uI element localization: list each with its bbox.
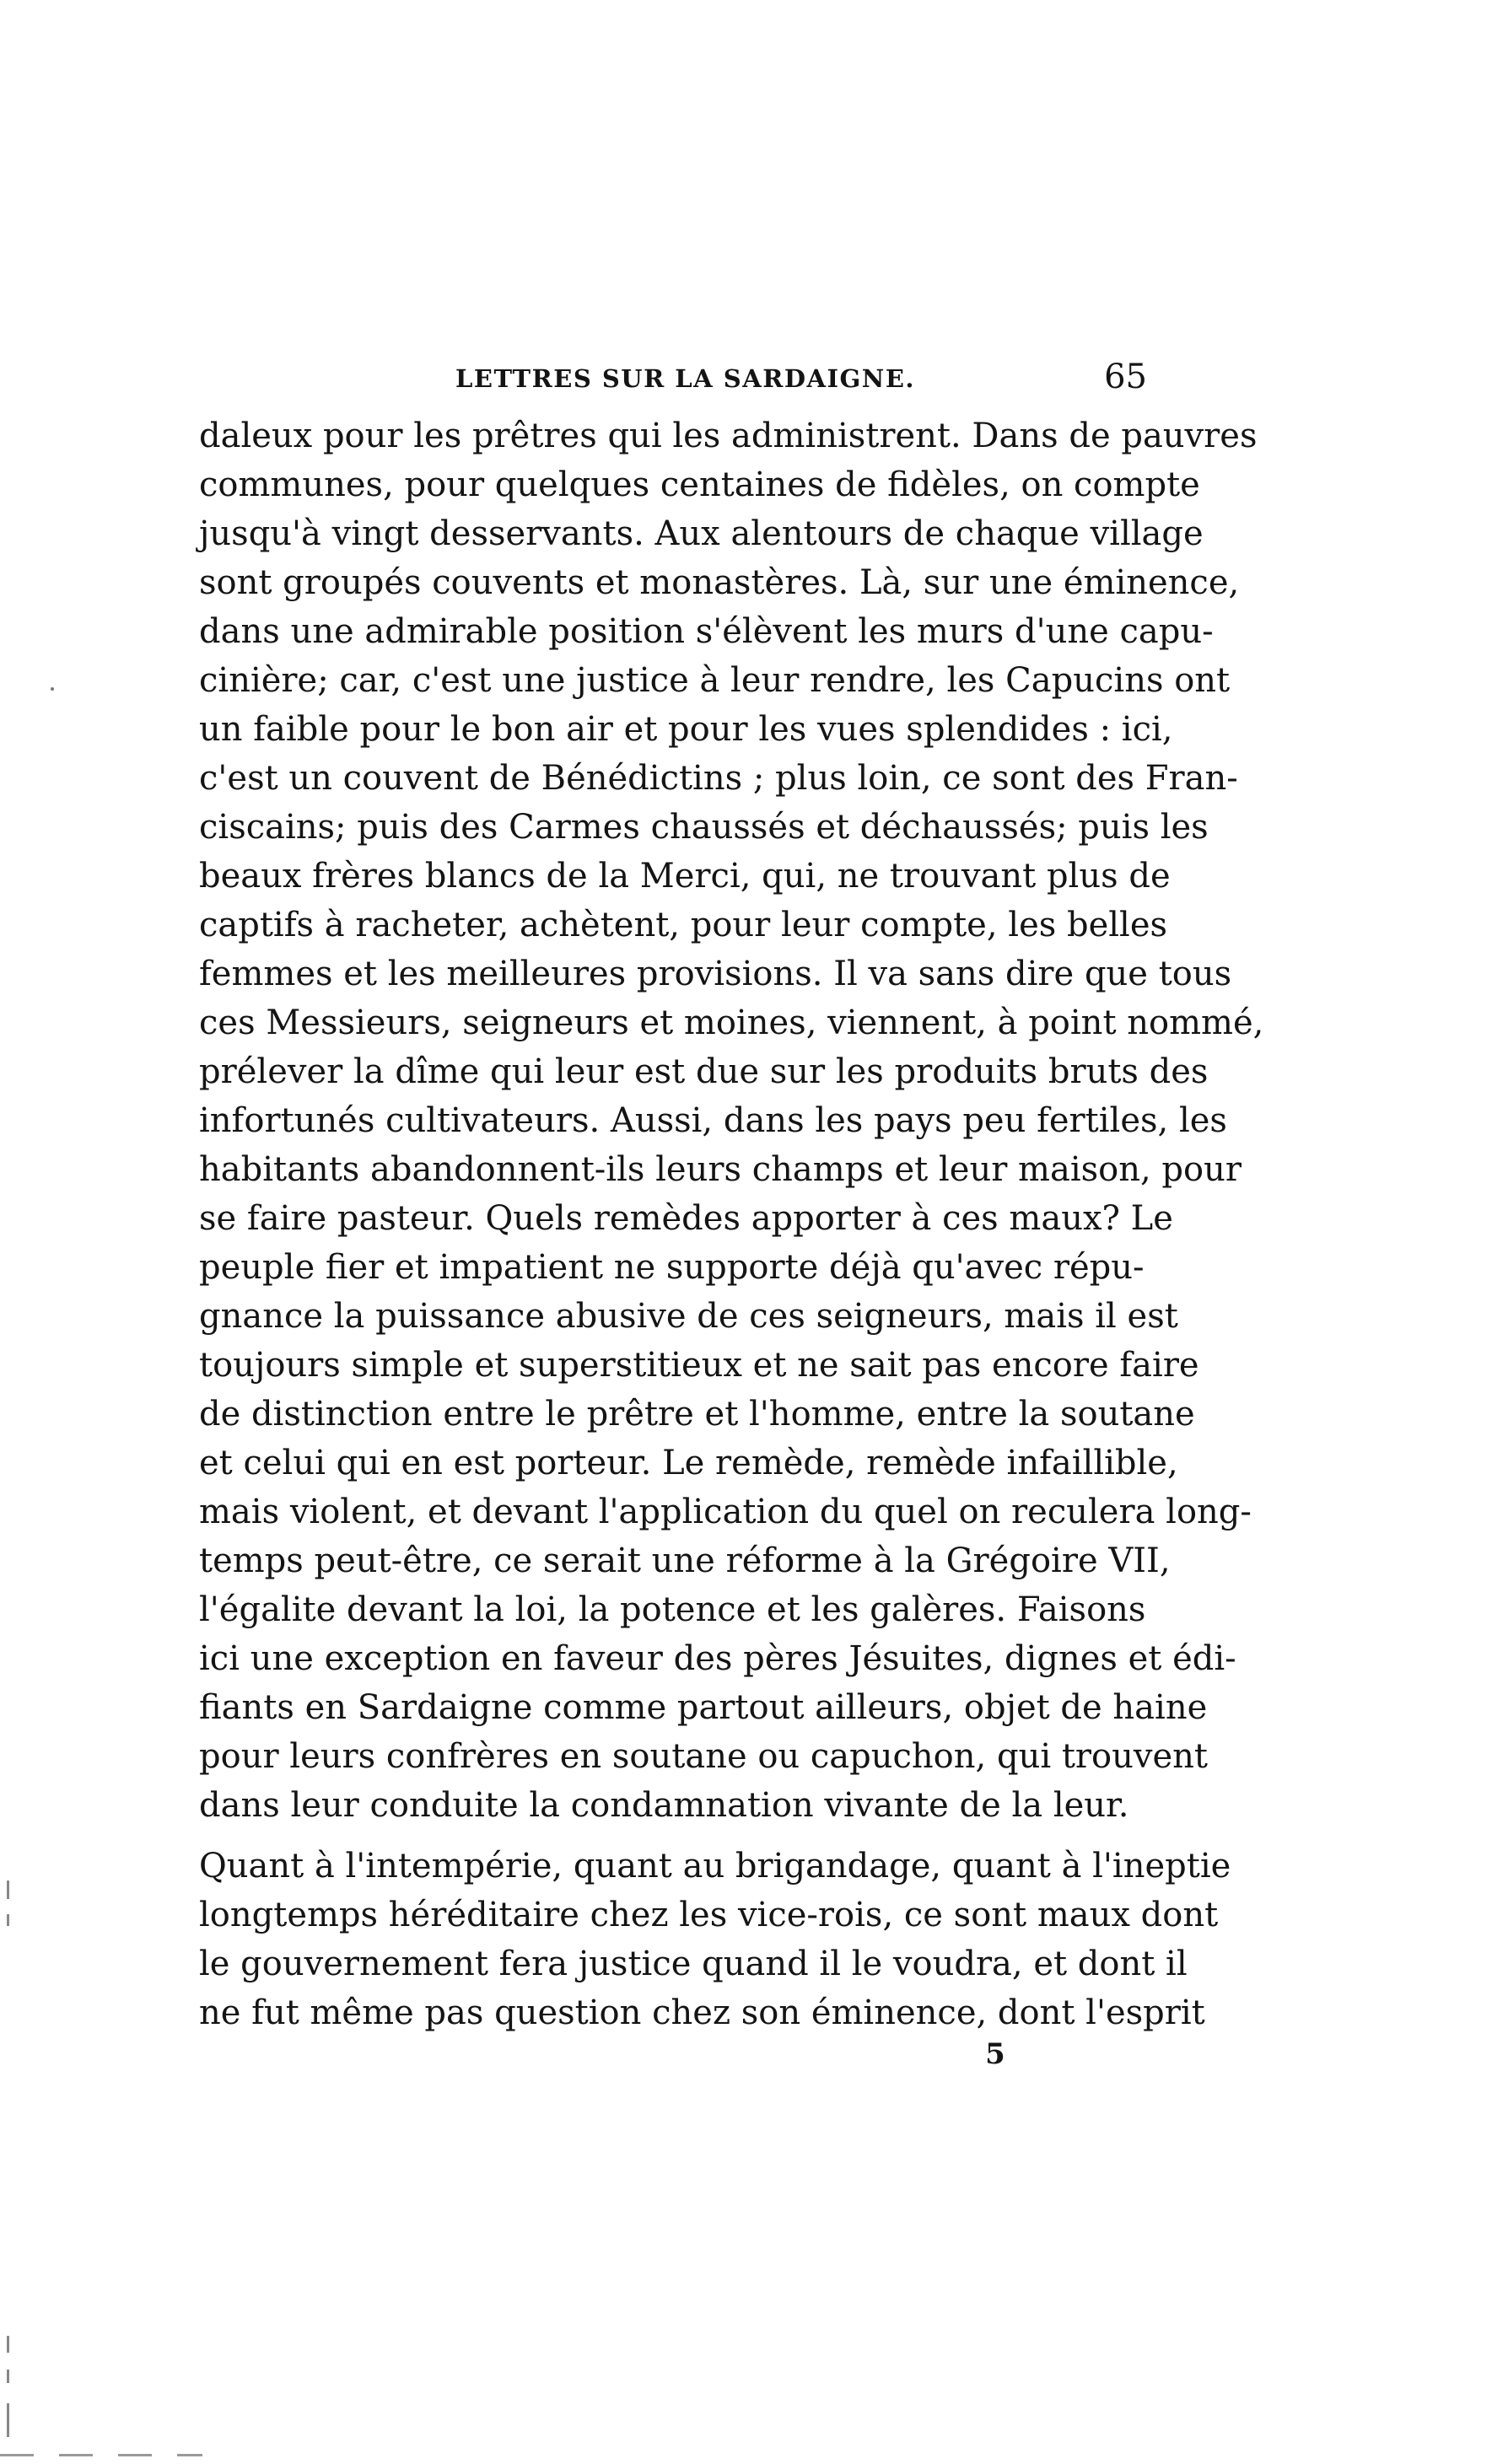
scan-mark — [7, 1880, 9, 1899]
text-line: toujours simple et superstitieux et ne sait pas encore faire — [199, 1346, 1199, 1385]
text-line: cinière; car, c'est une justice à leur rendre, les Capucins ont — [199, 661, 1231, 700]
text-line: dans une admirable position s'élèvent les murs d'une capu- — [199, 612, 1214, 651]
text-line: mais violent, et devant l'application du quel on reculera long- — [199, 1493, 1252, 1531]
text-line: fiants en Sardaigne comme partout ailleurs, objet de haine — [199, 1688, 1208, 1727]
scan-mark — [7, 2336, 9, 2353]
scan-edge — [0, 2454, 202, 2456]
text-line: prélever la dîme qui leur est due sur les produits bruts des — [199, 1052, 1209, 1091]
paragraph-2 — [199, 1842, 1231, 2037]
page-number: 65 — [1104, 358, 1147, 396]
paragraph-1 — [199, 412, 1264, 1830]
text-line: gnance la puissance abusive de ces seigneurs, mais il est — [199, 1297, 1178, 1336]
text-line: longtemps héréditaire chez les vice-rois, ce sont maux dont — [199, 1896, 1219, 1934]
text-line: c'est un couvent de Bénédictins ; plus loin, ce sont des Fran- — [199, 759, 1238, 798]
scan-mark — [7, 1914, 9, 1926]
text-line: jusqu'à vingt desservants. Aux alentours de chaque village — [199, 514, 1204, 553]
text-line: Quant à l'intempérie, quant au brigandage, quant à l'ineptie — [199, 1847, 1231, 1886]
body-text — [199, 412, 1264, 2037]
text-line: communes, pour quelques centaines de fidèles, on compte — [199, 465, 1200, 504]
running-title: LETTRES SUR LA SARDAIGNE. — [455, 364, 916, 393]
text-line: dans leur conduite la condamnation vivante de la leur. — [199, 1786, 1129, 1825]
scan-mark — [7, 2403, 9, 2437]
text-line: l'égalite devant la loi, la potence et les galères. Faisons — [199, 1590, 1146, 1629]
text-line: le gouvernement fera justice quand il le voudra, et dont il — [199, 1945, 1188, 1983]
text-line: habitants abandonnent-ils leurs champs et leur maison, pour — [199, 1150, 1242, 1189]
paragraph-gap — [199, 1830, 1140, 1842]
text-line: sont groupés couvents et monastères. Là, sur une éminence, — [199, 563, 1240, 602]
text-line: captifs à racheter, achètent, pour leur compte, les belles — [199, 906, 1168, 944]
text-line: daleux pour les prêtres qui les administrent. Dans de pauvres — [199, 417, 1258, 455]
text-line: temps peut-être, ce serait une réforme à la Grégoire VII, — [199, 1541, 1171, 1580]
text-line: pour leurs confrères en soutane ou capuchon, qui trouvent — [199, 1737, 1208, 1776]
text-line: de distinction entre le prêtre et l'homme, entre la soutane — [199, 1395, 1195, 1434]
text-line: infortunés cultivateurs. Aussi, dans les pays peu fertiles, les — [199, 1101, 1227, 1140]
text-line: et celui qui en est porteur. Le remède, remède infaillible, — [199, 1444, 1178, 1482]
scan-dot — [51, 687, 54, 691]
text-line: ciscains; puis des Carmes chaussés et déchaussés; puis les — [199, 808, 1209, 847]
text-line: beaux frères blancs de la Merci, qui, ne trouvant plus de — [199, 857, 1171, 896]
text-line: peuple fier et impatient ne supporte déjà qu'avec répu- — [199, 1248, 1145, 1287]
text-line: ces Messieurs, seigneurs et moines, viennent, à point nommé, — [199, 1003, 1264, 1042]
scan-mark — [7, 2370, 9, 2383]
text-line: un faible pour le bon air et pour les vues splendides : ici, — [199, 710, 1173, 749]
text-line: se faire pasteur. Quels remèdes apporter à ces maux? Le — [199, 1199, 1173, 1238]
text-line: ici une exception en faveur des pères Jésuites, dignes et édi- — [199, 1639, 1236, 1678]
signature-mark: 5 — [985, 2037, 1005, 2071]
text-line: femmes et les meilleures provisions. Il va sans dire que tous — [199, 955, 1232, 993]
text-line: ne fut même pas question chez son éminence, dont l'esprit — [199, 1993, 1205, 2032]
